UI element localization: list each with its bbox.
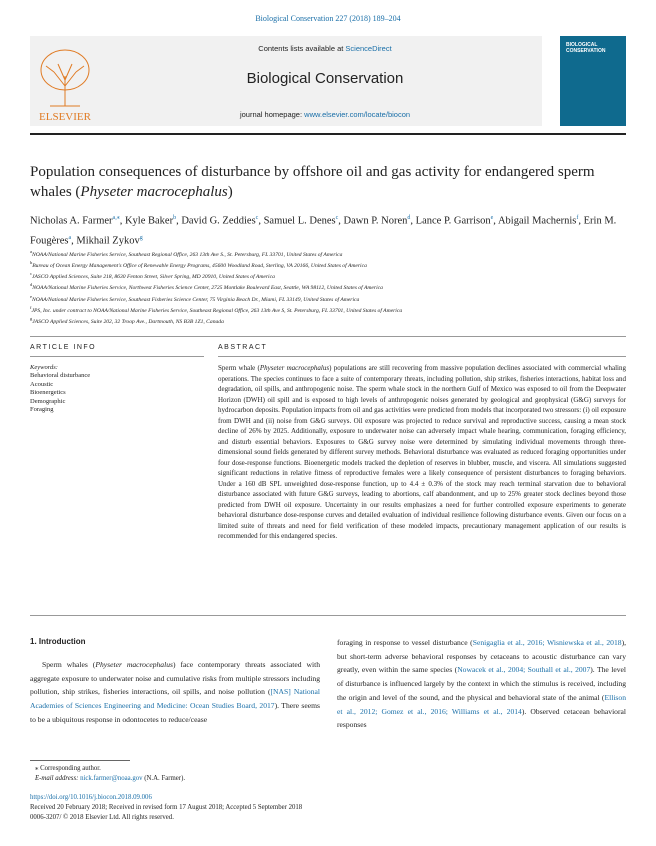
affiliation-marker[interactable]: b: [173, 215, 177, 221]
footnote-divider: [30, 760, 130, 761]
email-link[interactable]: nick.farmer@noaa.gov: [80, 774, 143, 782]
citation-link[interactable]: Senigaglia et al., 2016; Wisniewska et al., 2018: [472, 638, 622, 647]
author-name[interactable]: Mikhail Zykov: [76, 235, 140, 246]
elsevier-logo: [30, 36, 100, 126]
journal-citation[interactable]: Biological Conservation 227 (2018) 189–204: [255, 14, 401, 23]
received-dates: Received 20 February 2018; Received in revised form 17 August 2018; Accepted 5 September 2018: [30, 804, 303, 812]
author-name[interactable]: Dawn P. Noren: [343, 215, 408, 227]
keyword-item: Foraging: [30, 406, 54, 414]
affiliation-item: $^e$NOAA/National Marine Fisheries Service, Southeast Fisheries Science Center, 75 Virginia Beach Dr., Miami, FL 33149, United States of America: [30, 293, 360, 303]
intro-column-right: foraging in response to vessel disturbance (Senigaglia et al., 2016; Wisniewska et al., 2018), but short-term adverse behavioral responses by cetaceans to acoustic disturbance can vary greatly, even within the same species (Nowacek et al., 2004; Southall et al., 2007). The level of disturbance is influenced largely by the context in which the stimulus is received, including the origin and level of the sound, and the physical and behavioral state of the animal (Ellison et al., 2012; Gomez et al., 2016; Williams et al., 2014). Observed cetacean behavioral responses: [337, 638, 626, 730]
keyword-item: Behavioral disturbance: [30, 372, 91, 380]
citation-link[interactable]: Ellison et al., 2012; Gomez et al., 2016; Williams et al., 2014: [337, 692, 626, 716]
affiliations: [30, 248, 626, 326]
affiliation-item: $^d$NOAA/National Marine Fisheries Service, Northwest Fisheries Science Center, 2725 Montlake Boulevard East, Seattle, WA 98112, United States of America: [30, 282, 383, 292]
affiliation-item: $^c$JASCO Applied Sciences, Suite 218, 8630 Fenton Street, Silver Spring, MD 20910, United States of America: [30, 271, 275, 281]
doi-link[interactable]: https://doi.org/10.1016/j.biocon.2018.09.006: [30, 794, 152, 801]
keyword-item: Bioenergetics: [30, 389, 66, 397]
citation-link[interactable]: [NAS] National Academies of Sciences Engineering and Medicine: Ocean Studies Board, 2017: [30, 687, 320, 711]
keyword-item: Acoustic: [30, 380, 54, 388]
section-heading: 1. Introduction: [30, 637, 86, 646]
footnote: [35, 764, 435, 784]
affiliation-marker[interactable]: d: [407, 215, 411, 221]
publisher-name: ELSEVIER: [39, 111, 91, 123]
citation-link[interactable]: Nowacek et al., 2004; Southall et al., 2007: [457, 665, 591, 675]
article-info-heading: ARTICLE INFO: [30, 344, 97, 351]
affiliation-marker[interactable]: c: [335, 215, 339, 221]
affiliation-marker[interactable]: e: [490, 215, 494, 221]
corresponding-author: ⁎ Corresponding author.: [35, 765, 101, 772]
affiliation-marker[interactable]: g: [139, 234, 143, 241]
author-name[interactable]: David G. Zeddies: [181, 215, 256, 227]
keywords: [30, 364, 200, 414]
article-metadata: [30, 793, 626, 824]
affiliation-item: $^b$Bureau of Ocean Energy Management's Office of Renewable Energy Programs, 45600 Woodland Road, Sterling, VA 20166, United States of America: [30, 260, 367, 270]
author-name[interactable]: Erin M. Fougères: [30, 215, 617, 246]
journal-title: Biological Conservation: [246, 70, 404, 87]
affiliation-marker[interactable]: f: [576, 215, 579, 221]
author-name[interactable]: Lance P. Garrison: [415, 215, 491, 227]
journal-homepage: journal homepage: www.elsevier.com/locate/biocon: [239, 110, 411, 119]
keywords-label: Keywords:: [30, 364, 58, 371]
homepage-link[interactable]: www.elsevier.com/locate/biocon: [304, 110, 411, 119]
header-divider: [30, 133, 626, 135]
copyright: 0006-3207/ © 2018 Elsevier Ltd. All rights reserved.: [30, 814, 174, 822]
affiliation-marker[interactable]: c: [255, 215, 259, 221]
affiliation-marker[interactable]: a: [68, 234, 72, 241]
divider: [30, 336, 626, 337]
affiliation-item: $^f$JPS, Inc. under contract to NOAA/National Marine Fisheries Service, Southeast Regional Office, 263 13th Ave S, St. Petersburg, FL 33701, United States of America: [30, 304, 403, 314]
affiliation-item: $^a$NOAA/National Marine Fisheries Service, Southeast Regional Office, 263 13th Ave S., St. Petersburg, FL 33701, United States of America: [30, 249, 343, 258]
paper-title: Population consequences of disturbance by offshore oil and gas activity for endangered sperm whales (Physeter macrocephalus): [30, 164, 595, 200]
divider: [30, 615, 626, 616]
abstract-heading: ABSTRACT: [218, 344, 268, 351]
author-name[interactable]: Abigail Machernis: [497, 215, 577, 227]
affiliation-marker[interactable]: a,⁎: [112, 215, 120, 221]
divider: [218, 356, 626, 357]
contents-line: Contents lists available at ScienceDirect: [258, 44, 392, 53]
intro-column-left: Sperm whales (Physeter macrocephalus) face contemporary threats associated with aggregate exposure to underwater noise and cumulative risks from multiple stressors including pollution, ship strikes, fisheries interactions, oil spills, and noise pollution ([NAS] National Academies of Sciences Engineering and Medicine: Ocean Studies Board, 2017). There seems to be a ubiquitous response in odontocetes to reduce/cease: [30, 660, 320, 724]
author-name[interactable]: Nicholas A. Farmer: [30, 215, 113, 227]
author-name[interactable]: Samuel L. Denes: [263, 215, 336, 227]
divider: [30, 356, 204, 357]
keyword-item: Demographic: [30, 397, 66, 405]
cover-title: BIOLOGICAL CONSERVATION: [566, 42, 606, 54]
author-name[interactable]: Kyle Baker: [124, 215, 174, 227]
abstract-text: Sperm whale (Physeter macrocephalus) populations are still recovering from massive population declines associated with commercial whaling operations. The species continues to face a suite of contemporary threats, including pollution, ship strikes, fisheries interactions, habitat loss and degradation, oil spills, and anthropogenic noise. The sperm whale stock in the northern Gulf of Mexico was exposed to oil from the Deepwater Horizon (DWH) oil spill and is exposed to high levels of anthropogenic noises generated by geological and geophysical (G&G) surveys for hydrocarbon deposits. Population impacts from oil and gas activities were predicted from models that incorporated two stressors: (i) oil exposure from DWH and (ii) noise from G&G surveys. Oil exposure was projected to reduce survival and reproductive success, causing a mean stock decline of 26% by 2025. Additionally, exposure to underwater noise can adversely impact whale hearing, communication, foraging efficiency, and disturb essential behaviors. Exposures to G&G survey noise were determined by simulating individual movements through three-dimensional sound fields generated by different survey methods. Behavioral disturbance was evaluated as reduced foraging opportunities under four dose-response functions. Bioenergetic models tracked the depletion of reserves in blubber, muscle, and viscera. All simulations suggested significant reductions in relative fitness of reproductive females were a likely consequence of persistent disturbances to foraging behaviors. Under a 160 dB SPL unweighted dose-response function, up to 4.4 ± 0.3% of the stock may reach terminal starvation due to behavioral disturbance associated with future G&G surveys, leading to abortions, calf abandonment, and up to 25% greater stock declines beyond those predicted from DWH oil exposure. Uncertainty in our results emphasizes a need for further controlled exposure experiments to generate behavioral disturbance dose-response curves and detailed evaluation of individual resilience following disturbance events. Given our focus on a limited suite of threats and need for field verification of these modeled impacts, precautionary management application of our results is recommended for this endangered species.: [218, 364, 627, 540]
author-list: Nicholas A. Farmer$^{a,⁎}$, Kyle Baker$^b$, David G. Zeddies$^c$, Samuel L. Denes$^c$, Dawn P. Noren$^d$, Lance P. Garrison$^e$, Abigail Machernis$^f$, Erin M. Fougères$^a$, Mikhail Zykov$^g$: [30, 215, 617, 246]
email-line: E-mail address: nick.farmer@noaa.gov (N.A. Farmer).: [35, 774, 186, 782]
sciencedirect-link[interactable]: ScienceDirect: [345, 44, 392, 53]
affiliation-item: $^g$JASCO Applied Sciences, Suite 202, 32 Troop Ave., Dartmouth, NS B3B 1Z1, Canada: [30, 315, 224, 325]
